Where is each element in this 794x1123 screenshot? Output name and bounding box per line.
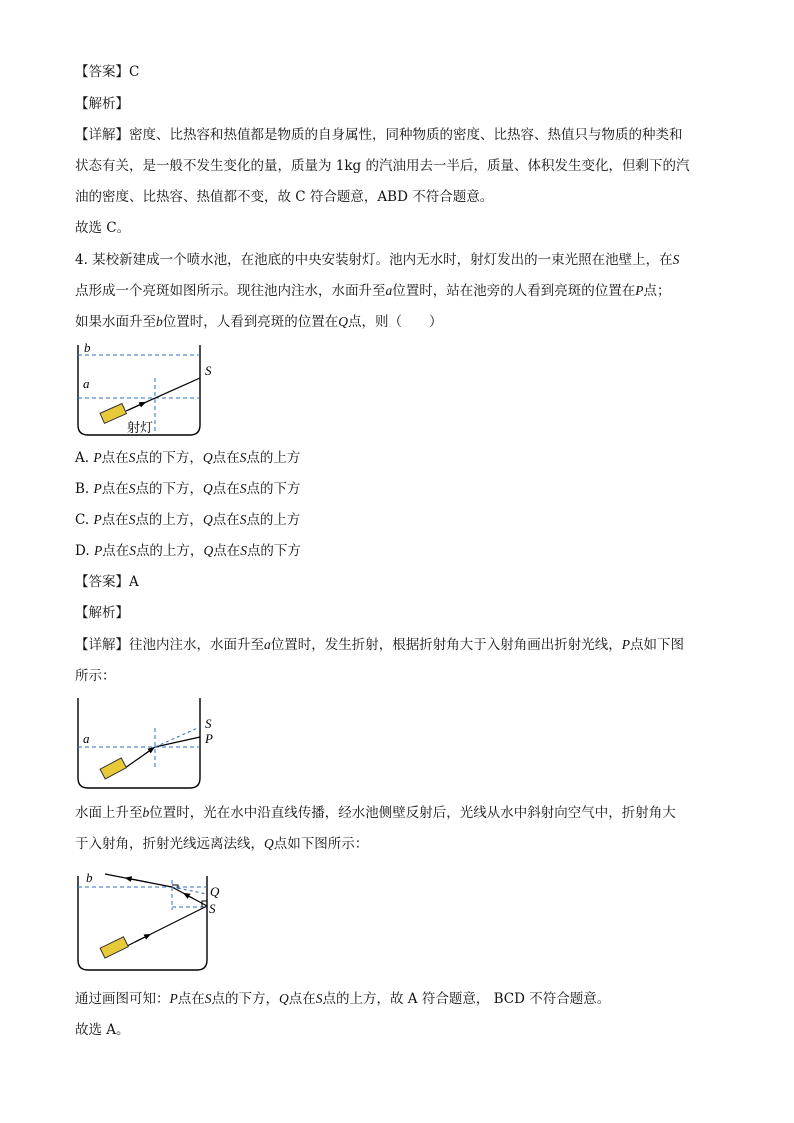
option-b: B. P点在S点的下方，Q点在S点的下方 <box>75 481 301 497</box>
q4-choose: 故选 A。 <box>75 1022 130 1038</box>
answer-label: 【答案】 <box>75 64 129 80</box>
label-s: S <box>205 363 212 378</box>
ray-arrow <box>135 936 148 943</box>
label-s: S <box>205 716 212 731</box>
label-a: a <box>83 731 90 746</box>
label-s: S <box>209 901 216 916</box>
pool-outline <box>78 876 207 970</box>
label-q: Q <box>210 884 220 899</box>
q4-stem-line-2: 点形成一个亮斑如图所示。现往池内注水，水面升至a位置时，站在池旁的人看到亮斑的位置在P点； <box>75 283 671 299</box>
reflected-arrow <box>186 895 194 899</box>
spotlight <box>100 937 128 958</box>
refracted-arrow <box>128 878 150 882</box>
option-d: D. P点在S点的上方，Q点在S点的下方 <box>75 543 301 559</box>
q4-stem-line-1: 4. 某校新建成一个喷水池，在池底的中央安装射灯。池内无水时，射灯发出的一束光照在池壁上，在S <box>75 252 680 268</box>
option-c: C. P点在S点的上方，Q点在S点的上方 <box>75 512 301 528</box>
q4-analysis-label: 【解析】 <box>75 605 129 621</box>
detail-label: 【详解】 <box>75 637 129 653</box>
q3-analysis-label: 【解析】 <box>75 96 129 112</box>
label-spotlight: 射灯 <box>127 420 154 435</box>
q4-explain-line-1: 水面上升至b位置时，光在水中沿直线传播，经水池侧壁反射后，光线从水中斜射向空气中，折射角大 <box>75 805 676 821</box>
q4-detail-line-1: 【详解】往池内注水，水面升至a位置时，发生折射，根据折射角大于入射角画出折射光线，P点如下图 <box>75 637 684 653</box>
q3-choose: 故选 C。 <box>75 220 131 236</box>
q3-detail-line-3: 油的密度、比热容、热值都不变，故 C 符合题意，ABD 不符合题意。 <box>75 189 494 205</box>
q4-conclusion: 通过画图可知：P点在S点的下方，Q点在S点的上方，故 A 符合题意， BCD 不符合题意。 <box>75 991 611 1007</box>
label-b: b <box>86 870 93 885</box>
label-b: b <box>84 340 91 355</box>
q3-detail-line-1: 【详解】密度、比热容和热值都是物质的自身属性，同种物质的密度、比热容、热值只与物质的种类和 <box>75 127 683 143</box>
label-a: a <box>83 376 90 391</box>
q3-detail-line-2: 状态有关，是一般不发生变化的量，质量为 1kg 的汽油用去一半后，质量、体积发生变化，但剩下的汽 <box>75 158 690 174</box>
q4-explain-line-2: 于入射角，折射光线远离法线，Q点如下图所示： <box>75 836 369 852</box>
label-p: P <box>205 731 213 746</box>
answer-label: 【答案】 <box>75 574 129 590</box>
option-a: A. P点在S点的下方，Q点在S点的上方 <box>75 450 301 466</box>
detail-label: 【详解】 <box>75 127 129 143</box>
answer-value: A <box>129 574 139 590</box>
answer-value: C <box>129 64 140 80</box>
q4-stem-line-3: 如果水面升至b位置时，人看到亮斑的位置在Q点，则（ ） <box>75 314 443 330</box>
q4-detail-line-2: 所示： <box>75 668 116 684</box>
